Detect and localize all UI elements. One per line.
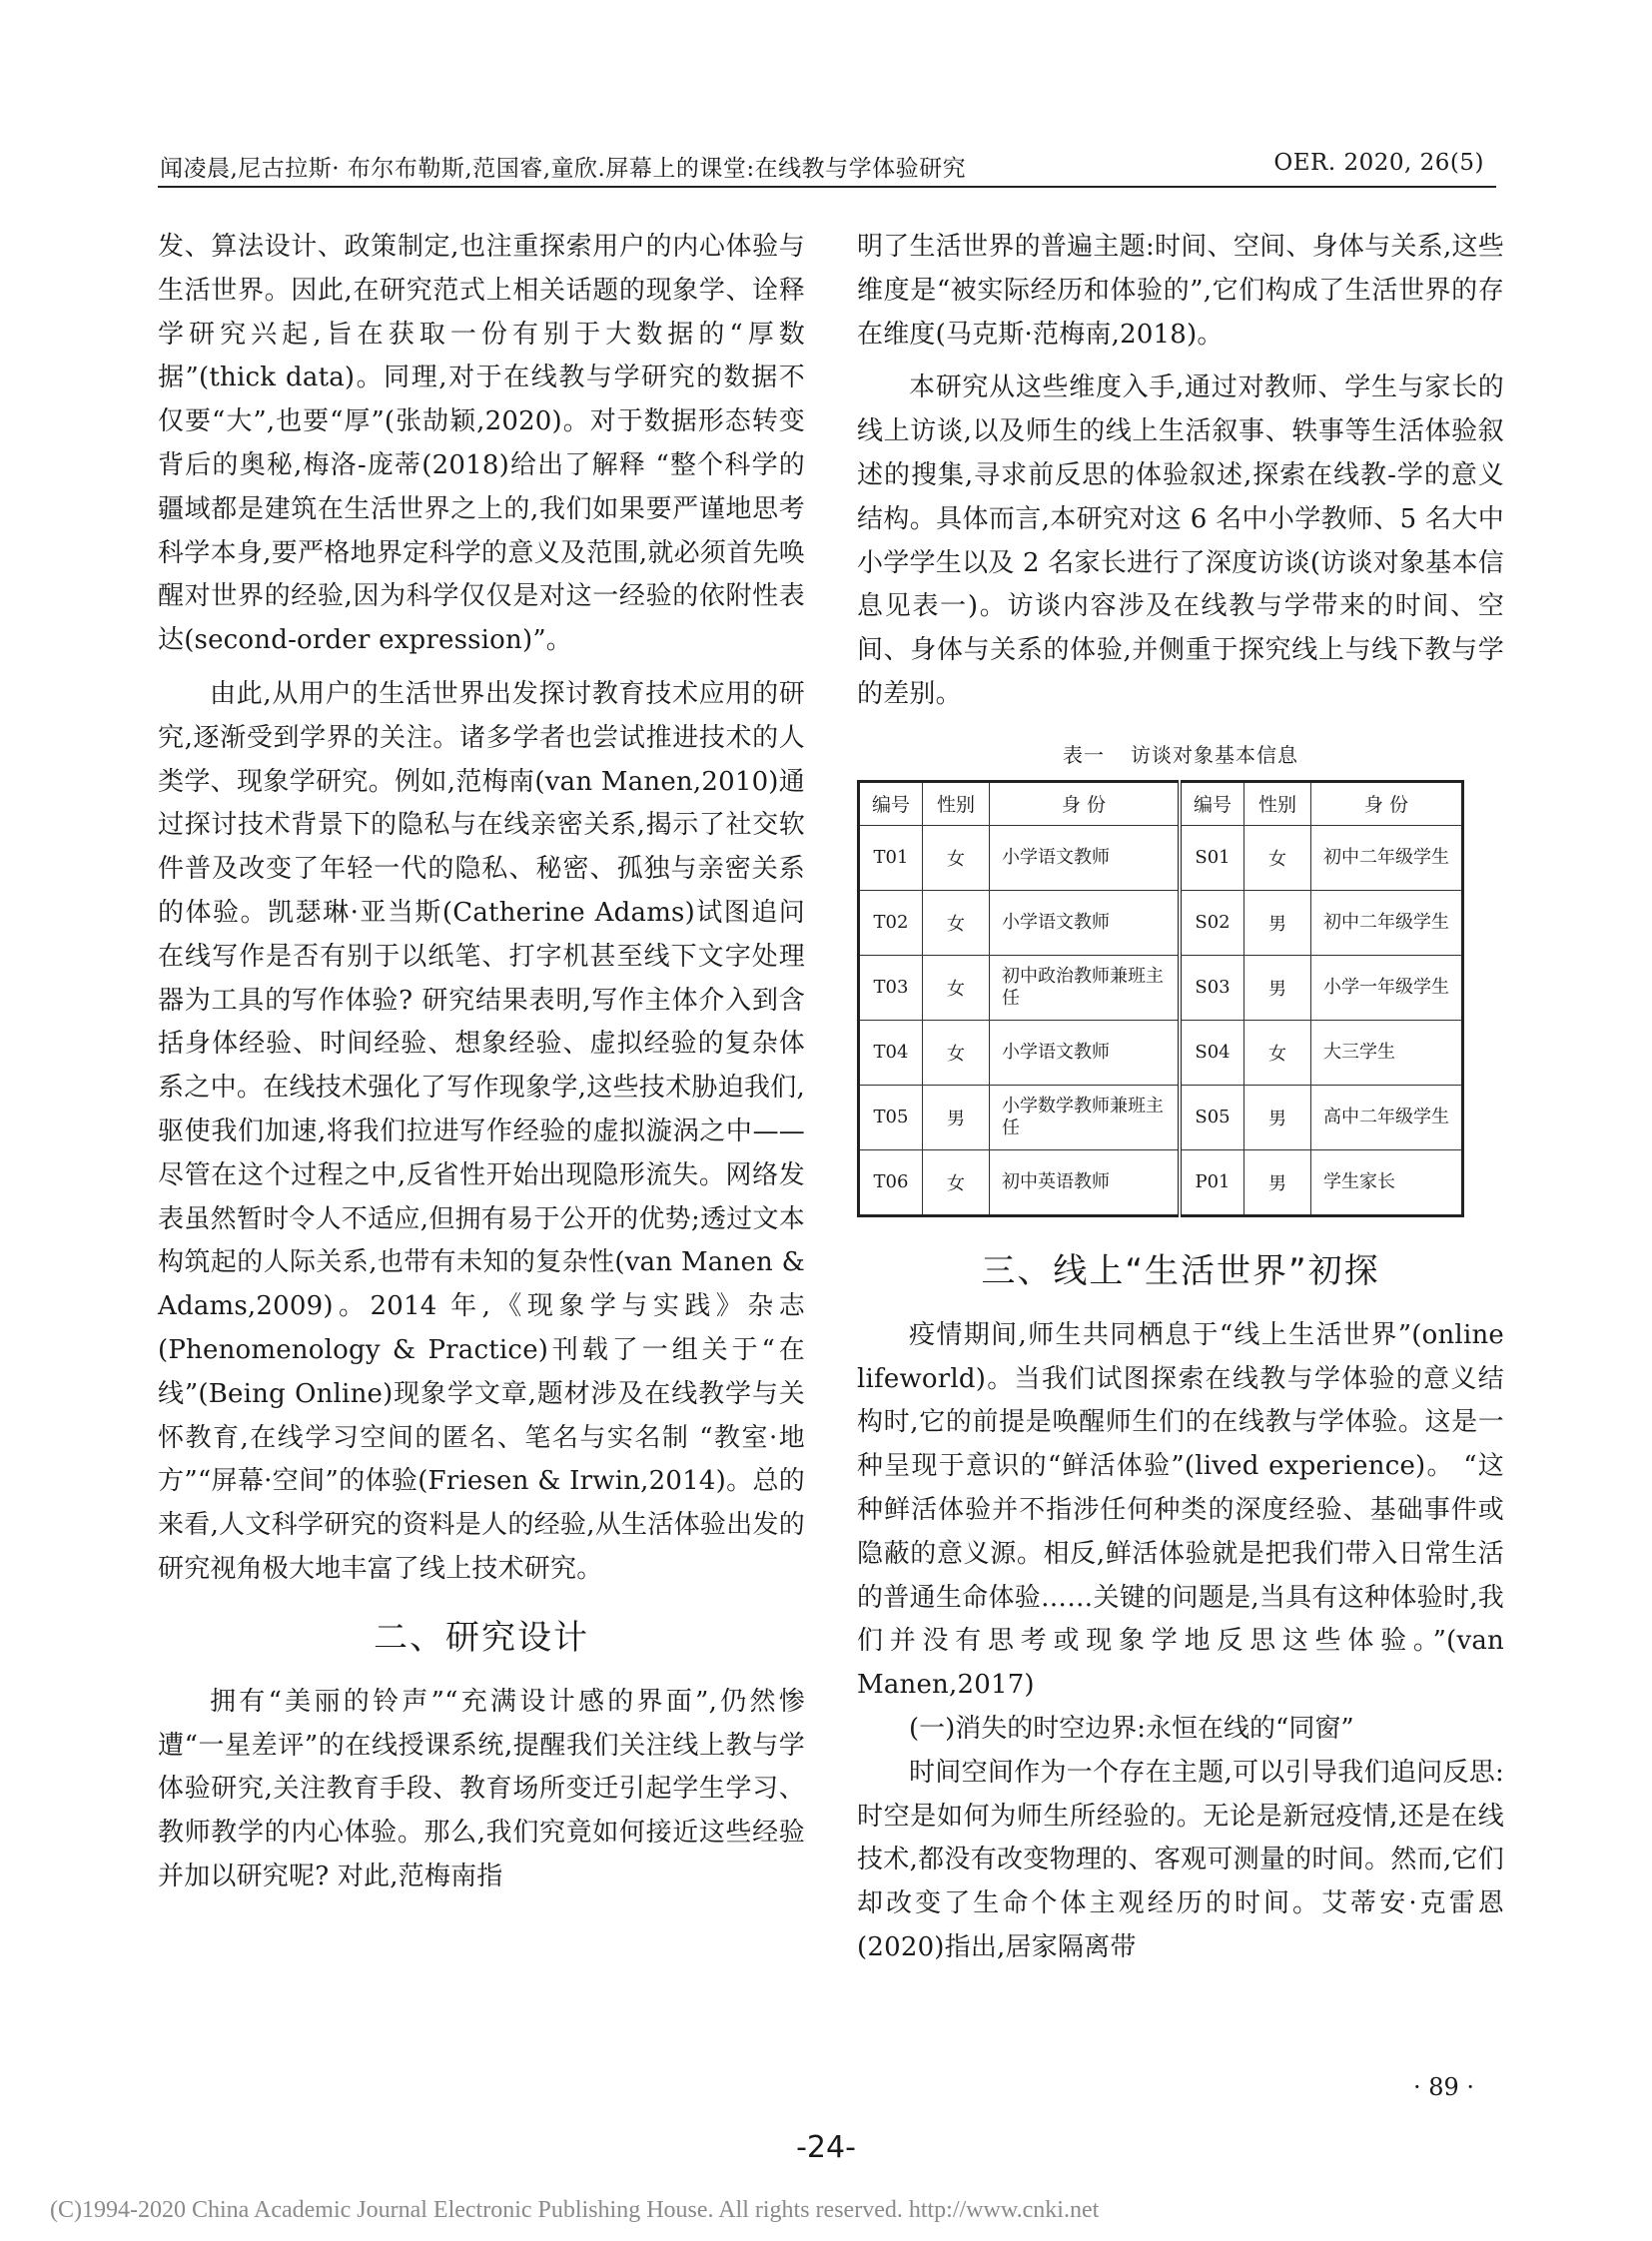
table-row bbox=[859, 1085, 1463, 1149]
table-cell: 男 bbox=[923, 1085, 990, 1149]
table-cell: 大三学生 bbox=[1311, 1020, 1463, 1085]
interviewee-table bbox=[857, 780, 1464, 1217]
table-cell: 初中政治教师兼班主任 bbox=[990, 955, 1181, 1020]
table-cell: S05 bbox=[1180, 1085, 1244, 1149]
table-cell: 男 bbox=[1244, 955, 1311, 1020]
table-cell: S01 bbox=[1180, 825, 1244, 890]
table-caption-number: 表一 bbox=[1063, 742, 1105, 767]
table-caption bbox=[857, 739, 1504, 768]
table-row bbox=[859, 955, 1463, 1020]
table-row bbox=[859, 1149, 1463, 1215]
table-cell: S04 bbox=[1180, 1020, 1244, 1085]
table-cell: 初中二年级学生 bbox=[1311, 890, 1463, 955]
table-cell: T04 bbox=[859, 1020, 923, 1085]
table-cell: 初中二年级学生 bbox=[1311, 825, 1463, 890]
table-cell: 男 bbox=[1244, 1085, 1311, 1149]
table-cell: 女 bbox=[923, 890, 990, 955]
table-cell: 男 bbox=[1244, 1149, 1311, 1215]
table-cell: P01 bbox=[1180, 1149, 1244, 1215]
table-cell: 小学语文教师 bbox=[990, 1020, 1181, 1085]
table-cell: 初中英语教师 bbox=[990, 1149, 1181, 1215]
running-header-journal: OER. 2020, 26(5) bbox=[1273, 150, 1484, 176]
right-paragraph-4: 时间空间作为一个存在主题,可以引导我们追问反思:时空是如何为师生所经验的。无论是新冠疫情,还是在线技术,都没有改变物理的、客观可测量的时间。然而,它们却改变了生命个体主观经历的时间。艾蒂安·克雷恩(2020)指出,居家隔离带 bbox=[857, 1757, 1504, 1962]
copyright-notice: (C)1994-2020 China Academic Journal Electronic Publishing House. All rights reserved. http://www.cnki.net bbox=[50, 2197, 1100, 2223]
table-header-cell: 身 份 bbox=[1311, 781, 1463, 825]
right-paragraph-1: 明了生活世界的普遍主题:时间、空间、身体与关系,这些维度是“被实际经历和体验的”,它们构成了生活世界的存在维度(马克斯·范梅南,2018)。 bbox=[857, 232, 1504, 350]
table-cell: 小学语文教师 bbox=[990, 825, 1181, 890]
table-cell: 小学数学教师兼班主任 bbox=[990, 1085, 1181, 1149]
journal-page-number: · 89 · bbox=[1412, 2073, 1474, 2101]
table-row bbox=[859, 1020, 1463, 1085]
table-cell: T06 bbox=[859, 1149, 923, 1215]
table-cell: 男 bbox=[1244, 890, 1311, 955]
table-caption-title: 访谈对象基本信息 bbox=[1131, 742, 1298, 767]
table-cell: T02 bbox=[859, 890, 923, 955]
left-paragraph-1: 发、算法设计、政策制定,也注重探索用户的内心体验与生活世界。因此,在研究范式上相关话题的现象学、诠释学研究兴起,旨在获取一份有别于大数据的“厚数据”(thick data)。同理,对于在线教与学研究的数据不仅要“大”,也要“厚”(张劼颖,2020)。对于数据形态转变背后的奥秘,梅洛-庞蒂(2018)给出了解释 “整个科学的疆域都是建筑在生活世界之上的,我们如果要严谨地思考科学本身,要严格地界定科学的意义及范围,就必须首先唤醒对世界的经验,因为科学仅仅是对这一经验的依附性表达(second-order expression)”。 bbox=[158, 232, 805, 656]
table-header-cell: 编号 bbox=[1180, 781, 1244, 825]
left-column bbox=[158, 226, 805, 1899]
table-cell: 女 bbox=[1244, 1020, 1311, 1085]
table-cell: 女 bbox=[923, 955, 990, 1020]
table-cell: 小学一年级学生 bbox=[1311, 955, 1463, 1020]
table-cell: 女 bbox=[923, 1020, 990, 1085]
subsection-heading: (一)消失的时空边界:永恒在线的“同窗” bbox=[909, 1713, 1354, 1744]
header-rule bbox=[158, 186, 1496, 188]
section-heading-online-lifeworld: 三、线上“生活世界”初探 bbox=[981, 1250, 1380, 1291]
left-paragraph-2: 由此,从用户的生活世界出发探讨教育技术应用的研究,逐渐受到学界的关注。诸多学者也尝试推进技术的人类学、现象学研究。例如,范梅南(van Manen,2010)通过探讨技术背景下的隐私与在线亲密关系,揭示了社交软件普及改变了年轻一代的隐私、秘密、孤独与亲密关系的体验。凯瑟琳·亚当斯(Catherine Adams)试图追问在线写作是否有别于以纸笔、打字机甚至线下文字处理器为工具的写作体验? 研究结果表明,写作主体介入到含括身体经验、时间经验、想象经验、虚拟经验的复杂体系之中。在线技术强化了写作现象学,这些技术胁迫我们,驱使我们加速,将我们拉进写作经验的虚拟漩涡之中——尽管在这个过程之中,反省性开始出现隐形流失。网络发表虽然暂时令人不适应,但拥有易于公开的优势;透过文本构筑起的人际关系,也带有未知的复杂性(van Manen & Adams,2009)。2014 年,《现象学与实践》杂志(Phenomenology & Practice)刊载了一组关于“在线”(Being Online)现象学文章,题材涉及在线教学与关怀教育,在线学习空间的匿名、笔名与实名制 “教室·地方”“屏幕·空间”的体验(Friesen & Irwin,2014)。总的来看,人文科学研究的资料是人的经验,从生活体验出发的研究视角极大地丰富了线上技术研究。 bbox=[158, 678, 805, 1584]
table-cell: S03 bbox=[1180, 955, 1244, 1020]
section-heading-research-design: 二、研究设计 bbox=[374, 1617, 589, 1658]
table-header-row bbox=[859, 781, 1463, 825]
table-cell: 女 bbox=[923, 1149, 990, 1215]
left-paragraph-3: 拥有“美丽的铃声”“充满设计感的界面”,仍然惨遭“一星差评”的在线授课系统,提醒我们关注线上教与学体验研究,关注教育手段、教育场所变迁引起学生学习、教师教学的内心体验。那么,我们究竟如何接近这些经验并加以研究呢? 对此,范梅南指 bbox=[158, 1686, 805, 1891]
table-row bbox=[859, 825, 1463, 890]
right-paragraph-3: 疫情期间,师生共同栖息于“线上生活世界”(online lifeworld)。当我们试图探索在线教与学体验的意义结构时,它的前提是唤醒师生们的在线教与学体验。这是一种呈现于意识的“鲜活体验”(lived experience)。 “这种鲜活体验并不指涉任何种类的深度经验、基础事件或隐蔽的意义源。相反,鲜活体验就是把我们带入日常生活的普通生命体验……关键的问题是,当具有这种体验时,我们并没有思考或现象学地反思这些体验。”(van Manen,2017) bbox=[857, 1319, 1504, 1701]
table-cell: 学生家长 bbox=[1311, 1149, 1463, 1215]
right-column bbox=[857, 226, 1504, 1970]
table-cell: T03 bbox=[859, 955, 923, 1020]
table-cell: T05 bbox=[859, 1085, 923, 1149]
table-header-cell: 编号 bbox=[859, 781, 923, 825]
table-header-cell: 性别 bbox=[1244, 781, 1311, 825]
table-cell: 小学语文教师 bbox=[990, 890, 1181, 955]
table-cell: 高中二年级学生 bbox=[1311, 1085, 1463, 1149]
right-paragraph-2: 本研究从这些维度入手,通过对教师、学生与家长的线上访谈,以及师生的线上生活叙事、轶事等生活体验叙述的搜集,寻求前反思的体验叙述,探索在线教-学的意义结构。具体而言,本研究对这 6 名中小学教师、5 名大中小学学生以及 2 名家长进行了深度访谈(访谈对象基本信息见表一)。访谈内容涉及在线教与学带来的时间、空间、身体与关系的体验,并侧重于探究线上与线下教与学的差别。 bbox=[857, 373, 1504, 709]
table-cell: 女 bbox=[923, 825, 990, 890]
running-header-authors-title: 闻凌晨,尼古拉斯· 布尔布勒斯,范国睿,童欣.屏幕上的课堂:在线教与学体验研究 bbox=[160, 156, 967, 182]
table-header-cell: 性别 bbox=[923, 781, 990, 825]
table-cell: T01 bbox=[859, 825, 923, 890]
table-row bbox=[859, 890, 1463, 955]
table-cell: 女 bbox=[1244, 825, 1311, 890]
cnki-page-number: -24- bbox=[796, 2130, 856, 2165]
table-header-cell: 身 份 bbox=[990, 781, 1181, 825]
table-cell: S02 bbox=[1180, 890, 1244, 955]
